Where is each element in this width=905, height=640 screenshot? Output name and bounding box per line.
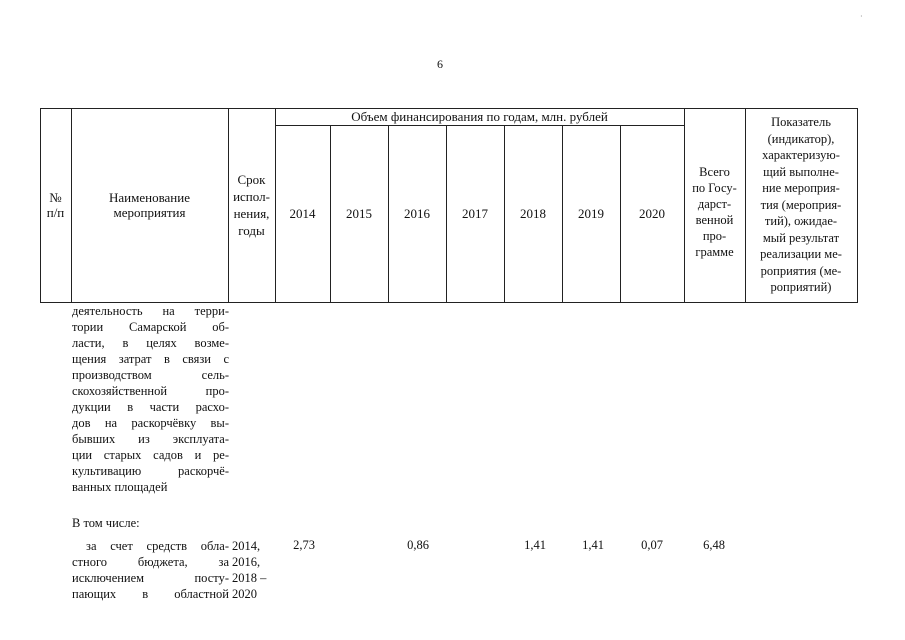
col-year-2020: 2020 bbox=[639, 206, 665, 221]
value-total: 6,48 bbox=[703, 538, 725, 552]
row-name-line: пающих в областной bbox=[72, 587, 229, 601]
value-2016: 0,86 bbox=[407, 538, 429, 552]
col-year-2018: 2018 bbox=[520, 206, 546, 221]
col-year-2016: 2016 bbox=[404, 206, 430, 221]
corner-mark: · bbox=[860, 12, 863, 21]
col-num-header: № п/п bbox=[46, 190, 65, 220]
description-line: щения затрат в связи с bbox=[72, 352, 229, 366]
table-header bbox=[40, 108, 858, 303]
event-description bbox=[72, 303, 229, 495]
value-2019: 1,41 bbox=[582, 538, 604, 552]
description-line: скохозяйственной про- bbox=[72, 384, 229, 398]
description-line: культивацию раскорчё- bbox=[72, 464, 229, 478]
col-name-header: Наименование мероприятия bbox=[109, 190, 190, 220]
description-line: производством сель- bbox=[72, 368, 229, 382]
row-period bbox=[232, 538, 276, 602]
col-funding-group-header: Объем финансирования по годам, млн. рублей bbox=[351, 109, 608, 124]
period-line: 2016, bbox=[232, 555, 261, 569]
value-2020: 0,07 bbox=[641, 538, 663, 552]
description-line: дов на раскорчёвку вы- bbox=[72, 416, 229, 430]
description-line: ванных площадей bbox=[72, 480, 168, 494]
col-year-2019: 2019 bbox=[578, 206, 604, 221]
including-label: В том числе: bbox=[72, 516, 140, 530]
description-line: дукции в части расхо- bbox=[72, 400, 229, 414]
col-year-2015: 2015 bbox=[346, 206, 372, 221]
description-line: деятельность на терри- bbox=[72, 304, 229, 318]
period-line: 2020 bbox=[232, 587, 257, 601]
row-name bbox=[72, 538, 229, 602]
description-line: бывших из эксплуата- bbox=[72, 432, 229, 446]
period-line: 2018 – bbox=[232, 571, 267, 585]
description-line: ции старых садов и ре- bbox=[72, 448, 229, 462]
description-line: тории Самарской об- bbox=[72, 320, 229, 334]
col-total-header: Всего по Госу- дарст- венной про- грамме bbox=[692, 165, 737, 259]
col-year-2017: 2017 bbox=[462, 206, 488, 221]
col-indicator-header: Показатель (индикатор), характеризую- щий выполне- ние мероприя- тия (мероприя- тий), ожидае- мый результат реализации ме- роприятия (ме- роприятий) bbox=[760, 115, 842, 295]
row-name-line: исключением посту- bbox=[72, 571, 229, 585]
row-name-line: стного бюджета, за bbox=[72, 555, 229, 569]
value-2014: 2,73 bbox=[293, 538, 315, 552]
description-line: ласти, в целях возме- bbox=[72, 336, 229, 350]
value-2018: 1,41 bbox=[524, 538, 546, 552]
col-term-header: Срок испол- нения, годы bbox=[233, 172, 270, 238]
row-name-line: за счет средств обла- bbox=[86, 539, 229, 553]
page-number: 6 bbox=[437, 57, 443, 71]
period-line: 2014, bbox=[232, 539, 261, 553]
col-year-2014: 2014 bbox=[289, 206, 316, 221]
